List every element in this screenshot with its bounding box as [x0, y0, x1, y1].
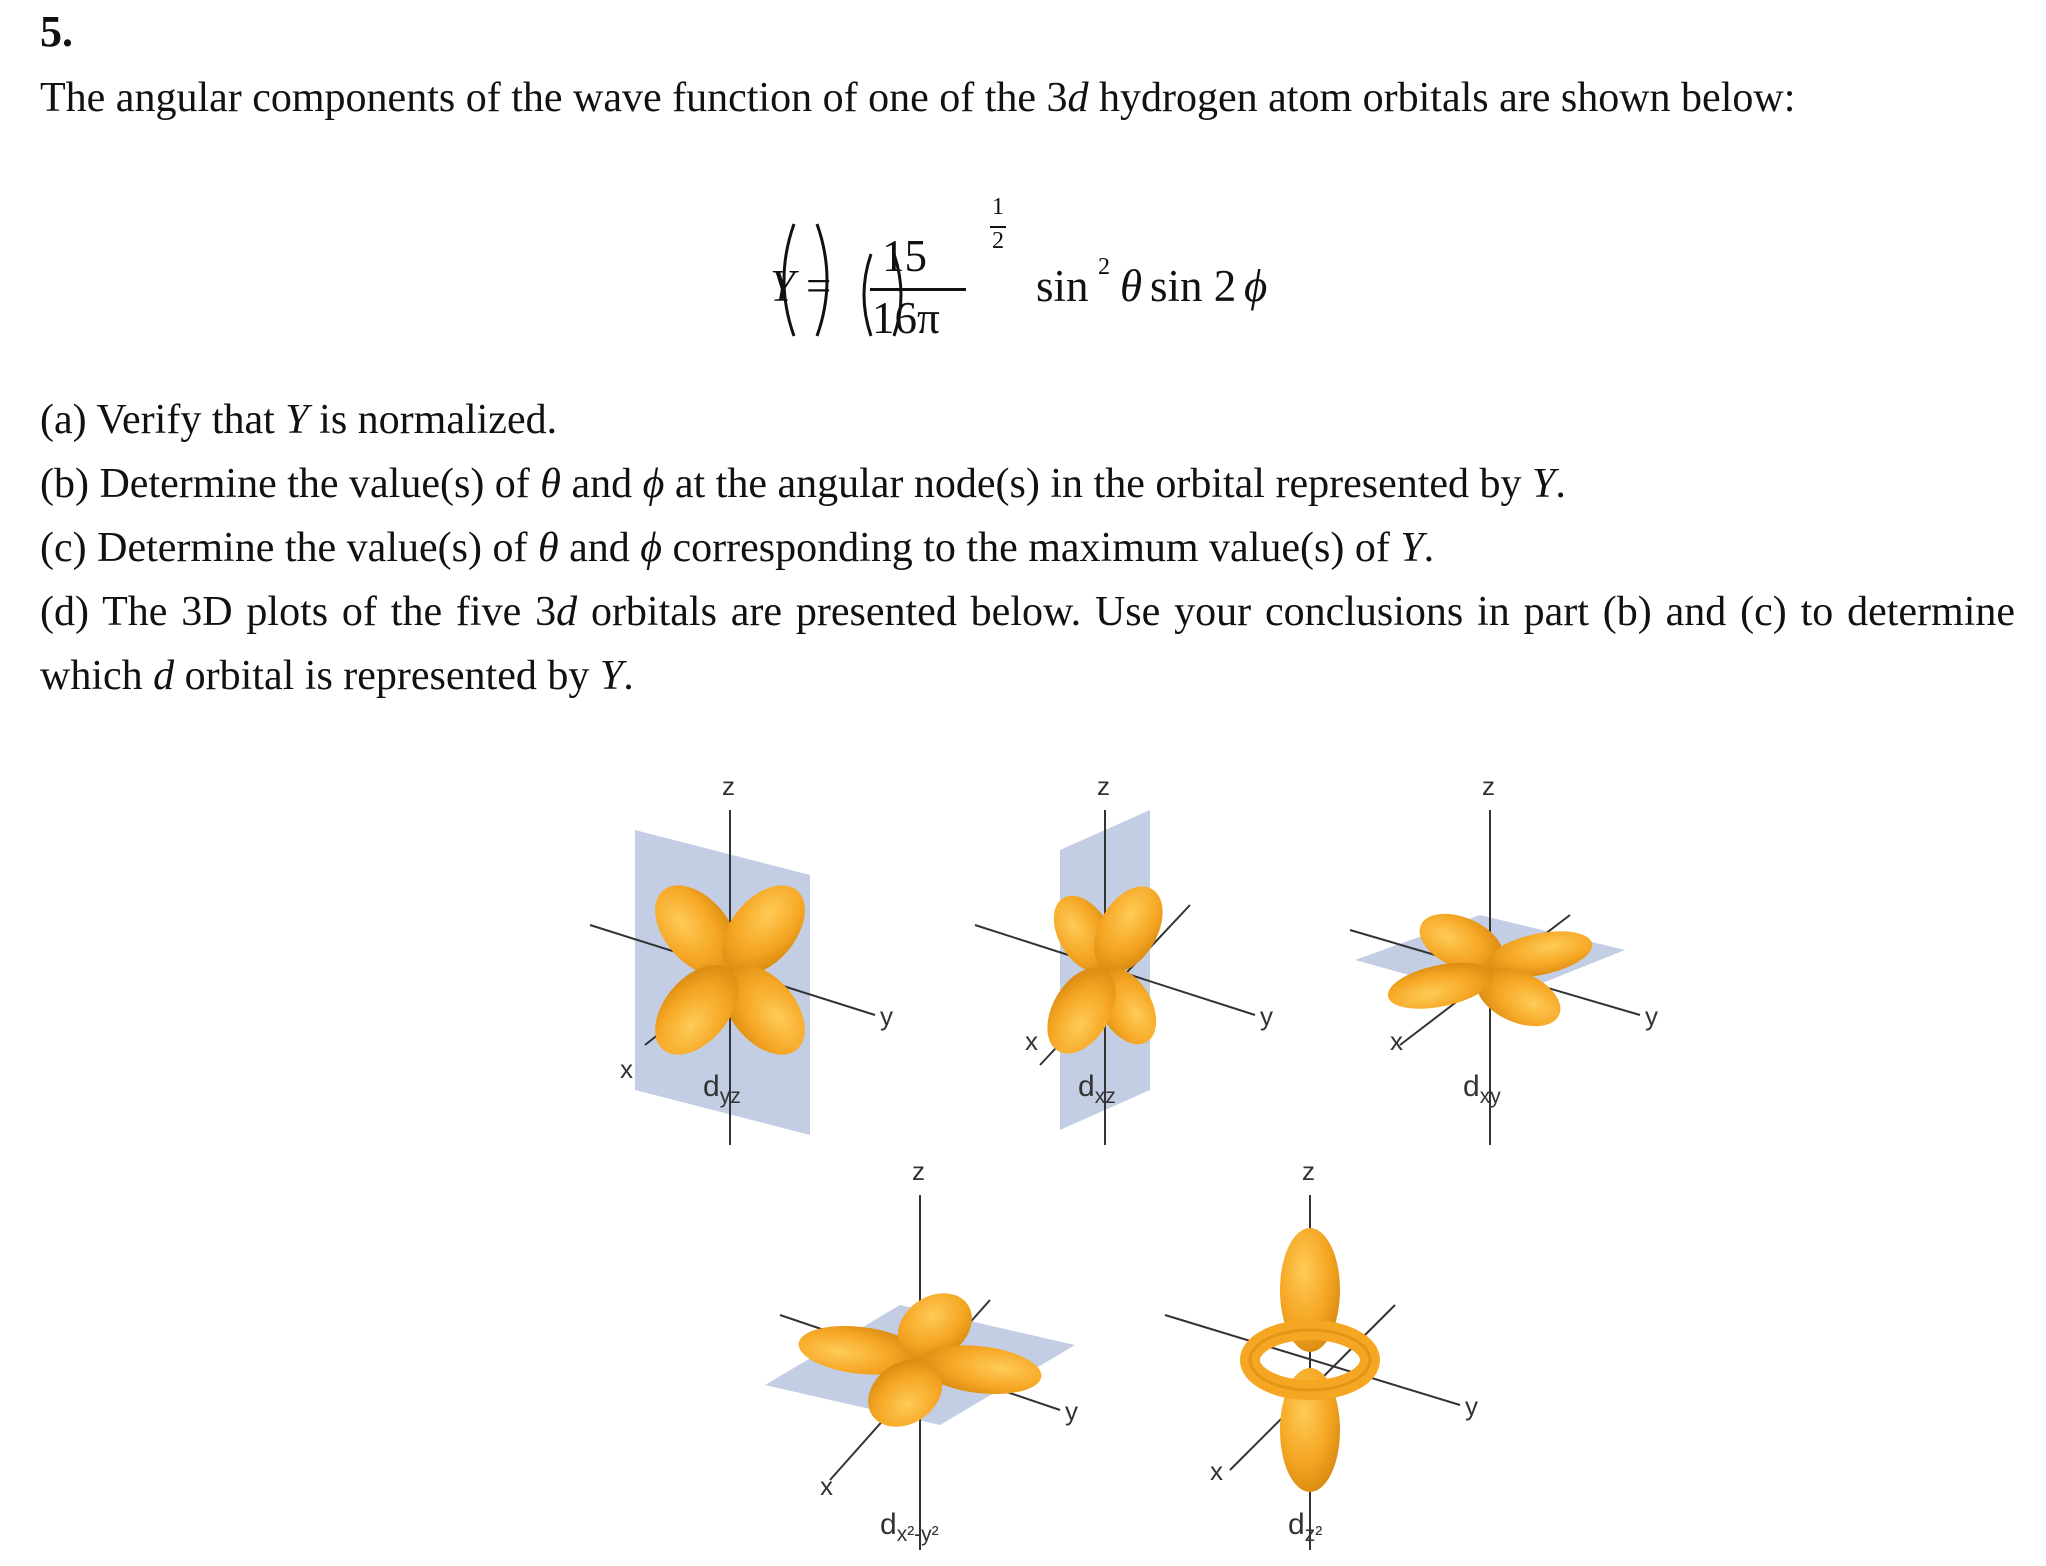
svg-text:x: x [1390, 1026, 1403, 1056]
question-parts [40, 388, 2015, 708]
label-dxy: $d_{xy}$ [1463, 1070, 1501, 1108]
svg-text:z: z [912, 1156, 925, 1186]
svg-text:y: y [1645, 1001, 1658, 1031]
svg-text:y: y [1260, 1001, 1273, 1031]
svg-text:x: x [1025, 1026, 1038, 1056]
part-a: (a) Verify that Y is normalized. [40, 397, 558, 443]
orbital-dz2 [1165, 1156, 1478, 1550]
svg-text:z: z [722, 771, 735, 801]
svg-text:y: y [1465, 1391, 1478, 1421]
orbitals-svg [560, 770, 1720, 1560]
label-dz2: $d_{z^2}$ [1288, 1508, 1323, 1546]
orbital-dxz [975, 771, 1273, 1145]
part-b: (b) Determine the value(s) of θ and ϕ at the angular node(s) in the orbital represented by Y. [40, 461, 1566, 507]
d-orbitals-figure [560, 770, 1720, 1560]
label-dxz: $d_{xz}$ [1078, 1070, 1116, 1108]
wavefunction-equation: Y = 15 16π 1 2 sin 2 θ sin 2 ϕ [770, 194, 1268, 343]
svg-text:x: x [820, 1471, 833, 1501]
orbital-dyz [590, 771, 893, 1145]
svg-text:x: x [1210, 1456, 1223, 1486]
part-d: (d) The 3D plots of the five 3d orbitals are presented below. Use your conclusions in part (b) and (c) to determine which d orbital is represented by Y. [40, 589, 2016, 699]
svg-text:z: z [1097, 771, 1110, 801]
svg-text:y: y [1065, 1396, 1078, 1426]
svg-text:z: z [1302, 1156, 1315, 1186]
label-dyz: $d_{yz}$ [703, 1070, 741, 1108]
part-c: (c) Determine the value(s) of θ and ϕ corresponding to the maximum value(s) of Y. [40, 525, 1435, 571]
problem-number: 5. [40, 7, 73, 56]
svg-text:z: z [1482, 771, 1495, 801]
problem-intro: The angular components of the wave function of one of the 3d hydrogen atom orbitals are shown below: [40, 75, 1796, 121]
orbital-dxy [1350, 771, 1658, 1145]
label-dx2-y2: $d_{x^2-y^2}$ [880, 1508, 939, 1546]
svg-text:x: x [620, 1054, 633, 1084]
orbital-dx2-y2 [765, 1156, 1078, 1550]
svg-text:y: y [880, 1001, 893, 1031]
